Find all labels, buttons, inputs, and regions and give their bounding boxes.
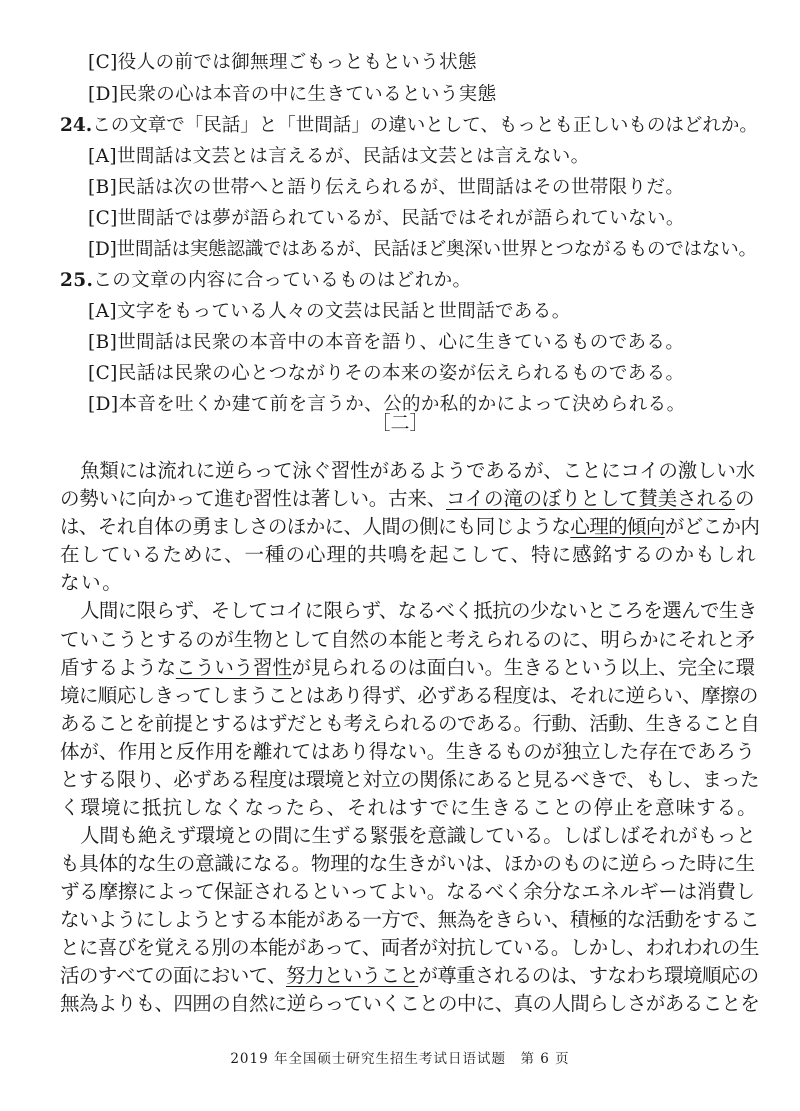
q24-prompt xyxy=(60,114,758,138)
passage-line: 在しているために、一種の心理的共鳴を起こして、特に感銘するのかもしれ xyxy=(60,543,757,566)
passage-line: 体が、作用と反作用を離れてはあり得ない。生きるものが独立した存在であろう xyxy=(60,740,755,763)
q25-prompt xyxy=(60,269,471,293)
passage-text: の xyxy=(734,487,755,510)
q24-option-a: [A]世間話は文芸とは言えるが、民話は文芸とは言えない。 xyxy=(88,146,590,167)
q24-prompt-text: この文章で「民話」と「世間話」の違いとして、もっとも正しいものはどれか。 xyxy=(92,115,758,136)
q25-option-b: [B]世間話は民衆の本音中の本音を語り、心に生きているものである。 xyxy=(88,332,685,353)
q23-option-c: [C]役人の前では御無理ごもっともという状態 xyxy=(88,52,477,73)
passage-line: とする限り、必ずある程度は環境と対立の関係にあると見るべきで、もし、まった xyxy=(60,768,759,791)
passage-line xyxy=(60,515,759,539)
q25-option-c: [C]民話は民衆の心とつながりその本来の姿が伝えられるものである。 xyxy=(88,363,685,384)
underlined-phrase: 心理的傾向 xyxy=(570,515,665,538)
passage-line: 無為よりも、四囲の自然に逆らっていくことの中に、真の人間らしさがあることを xyxy=(60,992,760,1015)
passage-line: ずる摩擦によって保証されるといってよい。なるべく余分なエネルギーは消費し xyxy=(60,880,755,903)
underlined-phrase: コイの滝のぼりとして賛美される xyxy=(446,487,735,510)
q23-option-d: [D]民衆の心は本音の中に生きているという実態 xyxy=(88,84,497,105)
q25-option-a: [A]文字をもっている人々の文芸は民話と世間話である。 xyxy=(88,301,571,322)
underlined-phrase: こういう習性 xyxy=(175,656,292,679)
passage-text: がどこか内 xyxy=(664,515,760,538)
passage-text: 活のすべての面において、 xyxy=(60,964,287,987)
q24-option-b: [B]民話は次の世帯へと語り伝えられるが、世間話はその世帯限りだ。 xyxy=(88,177,685,198)
passage-text: は、それ自体の勇ましさのほかに、人間の側にも同じような xyxy=(60,515,571,538)
passage-line xyxy=(60,964,759,988)
passage-line xyxy=(60,656,755,680)
passage-text: が見られるのは面白い。生きるという以上、完全に環 xyxy=(291,656,755,679)
passage-text: が尊重されるのは、すなわち環境順応の xyxy=(418,964,759,987)
passage-line: 境に順応しきってしまうことはあり得ず、必ずある程度は、それに逆らい、摩擦の xyxy=(60,684,758,707)
passage-line: とに喜びを覚える別の本能があって、両者が対抗している。しかし、われわれの生 xyxy=(60,936,759,959)
passage-line: 人間に限らず、そしてコイに限らず、なるべく抵抗の少ないところを選んで生き xyxy=(80,599,757,622)
underlined-phrase: 努力ということ xyxy=(286,964,419,987)
passage-line: あることを前提とするはずだとも考えられるのである。行動、活動、生きること自 xyxy=(60,712,760,735)
passage-line xyxy=(60,487,754,511)
passage-line: も具体的な生の意識になる。物理的な生きがいは、ほかのものに逆らった時に生 xyxy=(60,852,755,875)
q25-option-d: [D]本音を吐くか建て前を言うか、公的か私的かによって決められる。 xyxy=(88,394,686,415)
q25-number: 25. xyxy=(60,270,94,291)
passage-text: の勢いに向かって進む習性は著しい。古来、 xyxy=(60,487,447,510)
q24-option-c: [C]世間話では夢が語られているが、民話ではそれが語られていない。 xyxy=(88,208,685,229)
q25-prompt-text: この文章の内容に合っているものはどれか。 xyxy=(93,270,472,291)
q24-option-d: [D]世間話は実態認識ではあるが、民話ほど奥深い世界とつながるものではない。 xyxy=(88,239,757,260)
passage-line: く環境に抵抗しなくなったら、それはすでに生きることの停止を意味する。 xyxy=(60,796,758,819)
section-heading: ［二］ xyxy=(371,412,429,434)
passage-line: ていこうとするのが生物として自然の本能と考えられるのに、明らかにそれと矛 xyxy=(60,628,755,651)
passage-line: ないようにしようとする本能がある一方で、無為をきらい、積極的な活動をするこ xyxy=(60,908,759,931)
q24-number: 24. xyxy=(60,115,93,136)
passage-line: ない。 xyxy=(60,571,124,594)
passage-text: 盾するような xyxy=(60,656,176,679)
passage-line: 人間も絶えず環境との間に生ずる緊張を意識している。しばしばそれがもっと xyxy=(80,824,756,847)
page-footer: 2019 年全国硕士研究生招生考试日语试题 第 6 页 xyxy=(230,1051,570,1067)
passage-line: 魚類には流れに逆らって泳ぐ習性があるようであるが、ことにコイの激しい水 xyxy=(80,459,755,482)
